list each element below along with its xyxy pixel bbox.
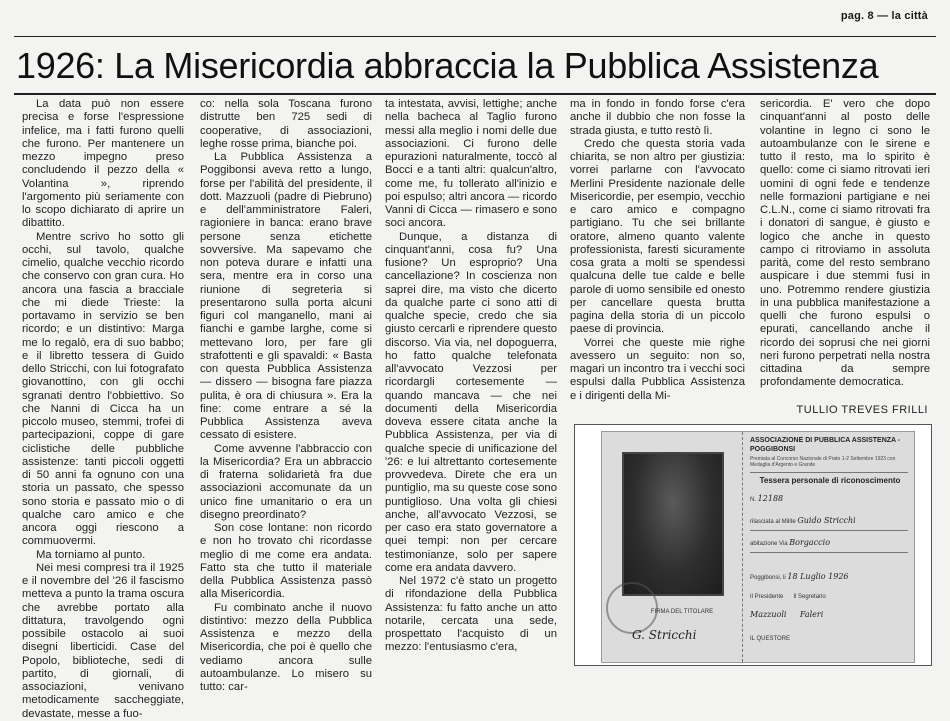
card-number-label: N. xyxy=(750,497,756,503)
card-officers-labels xyxy=(750,594,910,600)
card-number-value: 12188 xyxy=(757,494,784,503)
article-column-3 xyxy=(385,98,557,696)
card-association-subtitle: Premiata al Concorso Nazionale di Prato 1-2 Settembre 1923 con Medaglia d'Argento e Grande xyxy=(750,456,896,468)
article-title: 1926: La Misericordia abbraccia la Pubblica Assistenza xyxy=(16,45,879,86)
paragraph: Nel 1972 c'è stato un progetto di rifondazione della Pubblica Assistenza: fu fatto anche un atto notarile, cercata una sede, prospettato l'acquisto di un mezzo: l'entusiasmo c'era, xyxy=(385,575,557,654)
paragraph: Mentre scrivo ho sotto gli occhi, sul tavolo, qualche cimelio, qualche vecchio ricordo che conservo con gran cura. Ho ancora una fascia a bracciale che mi diede Trieste: la portavamo in servizio se ben ricordo; e un distintivo: Marga me lo regalò, era di suo babbo; e il libretto tessera di Guido dello Stricchi, con lui fotografato giovanottino, con gli occhi sgranati dentro l'obbiettivo. So che Nanni di Cicca ha un piccolo museo, stemmi, trofei di partecipazioni, coppe di gare ciclistiche delle pubbliche assistenze: tanti piccoli oggetti di 50 anni fa ognuno con una storia un passato, che spesso sono storia e passato mio o di qualche caro amico e che ancora oggi riescono a commuovermi. xyxy=(22,230,184,548)
article-column-5 xyxy=(760,98,930,398)
paragraph: co: nella sola Toscana furono distrutte ben 725 sedi di cooperative, di associazioni, leghe rosse prima, bianche poi. xyxy=(200,98,372,150)
article-column-2 xyxy=(200,98,372,696)
card-address-value: Borgaccio xyxy=(789,538,831,547)
portrait-photo xyxy=(622,452,724,596)
card-issued-to xyxy=(750,516,910,525)
paragraph: La Pubblica Assistenza a Poggibonsi aveva retto a lungo, forse per l'abilità del presidente, il dott. Mazzuoli (padre di Piebruno) e dell'amministratore Faleri, ragioniere in banca: erano brave persone senza etichette sovversive. Ma sapevamo che non poteva durare e infatti una sera, mentre era in corso una riunione di segreteria si presentarono sulla porta alcuni figuri col manganello, mani ai fianchi e gambe larghe, come si mettevano loro, per fare gli strafottenti e gli spavaldi: « Basta con questa Pubblica Assistenza — dissero — bisogna fare piazza pulita, è ora di chiusura ». Era la fine: come entrare a sé la Pubblica Assistenza aveva cessato di esistere. xyxy=(200,151,372,442)
paragraph: ta intestata, avvisi, lettighe; anche nella bacheca al Taglio furono messi alla meglio i nomi delle due associazioni. Ci furono delle epurazioni naturalmente, toccò al Bocci e a tanti altri: qualcun'altro, come me, fu tollerato all'inizio e poi espulso; altri ancora — ricordo Vanni di Cicca — rimasero e sono soci ancora. xyxy=(385,98,557,230)
card-signature-1: Mazzuoli xyxy=(750,610,787,619)
card-address xyxy=(750,538,910,547)
membership-card xyxy=(601,431,915,663)
card-president-label: Il Presidente xyxy=(750,594,784,600)
card-secretary-label: Il Segretario xyxy=(793,594,826,600)
card-field-line xyxy=(750,552,908,553)
card-date xyxy=(750,572,910,581)
paragraph: Come avvenne l'abbraccio con la Misericordia? Era un abbraccio di fraterna solidarietà fra due associazioni accomunate da un unico fine umanitario o era un disegno preordinato? xyxy=(200,442,372,521)
card-address-label: abitazione Via xyxy=(750,541,788,547)
holder-signature: G. Stricchi xyxy=(632,628,697,642)
author-byline: TULLIO TREVES FRILLI xyxy=(796,404,928,416)
paragraph: sericordia. E' vero che dopo cinquant'anni al posto delle volantine in legno ci sono le autoambulanze con le sirene e tutto il resto, ma lo spirito è quello: come ci siamo ritrovati ieri uomini di ogni fede e tendenze nelle formazioni partigiane e nei C.L.N., come ci siamo ritrovati fra i donatori di sangue, è giusto e logico che anche in questo campo ci ritroviamo in assoluta parità, come del resto sembrano auspicare i due stemmi fusi in uno. Potremmo rendere giustizia in una pubblica manifestazione a quelli che furono espulsi o epurati, cancellando anche il ricordo dei soprusi che nei giorni neri furono perpetrati nella nostra cittadina da sempre profondamente democratica. xyxy=(760,98,930,389)
card-right-panel xyxy=(744,432,914,662)
card-issued-label: rilasciata al Milite xyxy=(750,519,796,525)
paragraph: Nei mesi compresi tra il 1925 e il novembre del '26 il fascismo metteva a punto la trama oscura che avrebbe portato alla dittatura, travolgendo ogni possibile ostacolo ai suoi disegni liberticidi. Case del Popolo, biblioteche, sedi di partito, di giornali, di associazioni, venivano metodicamente saccheggiate, devastate, messe a fuo- xyxy=(22,561,185,720)
card-left-panel xyxy=(602,432,743,662)
paragraph: Credo che questa storia vada chiarita, se non altro per giustizia: vorrei parlarne con l'avvocato Merlini Presidente nazionale delle Misericordie, per esempio, vecchio e caro amico e compagno partigiano. Tu che sei brillante oratore, almeno quanto valente professionista, faresti sicuramente cosa grata a molti se spendessi qualcuna delle tue calde e belle parole di uomo sensibile ed onesto per cancellare questa brutta pagina della storia di un piccolo paese di provincia. xyxy=(570,137,745,336)
paragraph: Son cose lontane: non ricordo e non ho trovato chi ricordasse meglio di me come era andata. Fatto sta che tutto il materiale della Pubblica Assistenza passò alla Misericordia. xyxy=(200,522,372,601)
card-issued-value: Guido Stricchi xyxy=(797,516,856,525)
paragraph: Ma torniamo al punto. xyxy=(36,548,146,561)
page-header: pag. 8 — la città xyxy=(840,10,928,22)
card-date-value: 18 Luglio 1926 xyxy=(787,572,849,581)
membership-card-photo xyxy=(574,424,932,666)
card-divider xyxy=(750,472,908,473)
card-field-line xyxy=(750,530,908,531)
paragraph: Fu combinato anche il nuovo distintivo: mezzo della Pubblica Assistenza e mezzo della Misericordia, che poi è quello che vediamo ancora sulle autoambulanze. Lo misero su tutto: car- xyxy=(200,601,372,693)
header-rule xyxy=(14,36,936,37)
card-signature-2: Faleri xyxy=(799,610,824,619)
article-column-1 xyxy=(22,98,185,720)
card-officers-signatures xyxy=(750,610,910,619)
paragraph: Dunque, a distanza di cinquant'anni, cosa fu? Una fusione? Un esproprio? Una cancellazione? In coscienza non saprei dire, ma visto che dicerto da qualche parte ci sono atti di qualche specie, credo che sia giusto cercarli e riprendere questo discorso. Via via, nel dopoguerra, ho fatto qualche telefonata all'avvocato Vezzosi per ricordargli cortesemente — quando mancava — che nei documenti della Misericordia doveva essere citata anche la Pubblica Assistenza, per via di qualche specie di unificazione del '26: e lui altrettanto cortesemente provvedeva. Direte che era un puntiglio, ma su queste cose sono puntiglioso. Una volta gli chiesi anche, all'avvocato Vezzosi, se per caso era stato governatore a quei tempi: non per cercare testimonianze, solo per sapere come era andata davvero. xyxy=(385,230,557,574)
card-treasurer xyxy=(750,636,910,642)
holder-signature-caption: FIRMA DEL TITOLARE xyxy=(650,609,714,615)
card-association-name: ASSOCIAZIONE DI PUBBLICA ASSISTENZA - POGGIBONSI xyxy=(750,437,901,453)
card-number xyxy=(750,494,910,503)
article-column-4 xyxy=(570,98,745,420)
card-treasurer-caption: IL QUESTORE xyxy=(750,636,791,642)
paragraph: ma in fondo in fondo forse c'era anche il dubbio che non fosse la strada giusta, e tutto restò lì. xyxy=(570,98,745,137)
paragraph: La data può non essere precisa e forse l'espressione infelice, ma i fatti furono quelli che furono. Per mantenere un mezzo impegno preso concludendo il pezzo della « Volantina », riprendo l'argomento più seriamente con lo scopo dichiarato di aprire un dibattito. xyxy=(22,98,184,230)
title-rule xyxy=(14,93,936,95)
card-date-label: Poggibonsi, li xyxy=(750,575,786,581)
card-title: Tessera personale di riconoscimento xyxy=(759,476,901,485)
paragraph: Vorrei che queste mie righe avessero un seguito: non so, magari un incontro tra i vecchi soci espulsi dalla Pubblica Assistenza e i dirigenti della Mi- xyxy=(570,336,745,402)
